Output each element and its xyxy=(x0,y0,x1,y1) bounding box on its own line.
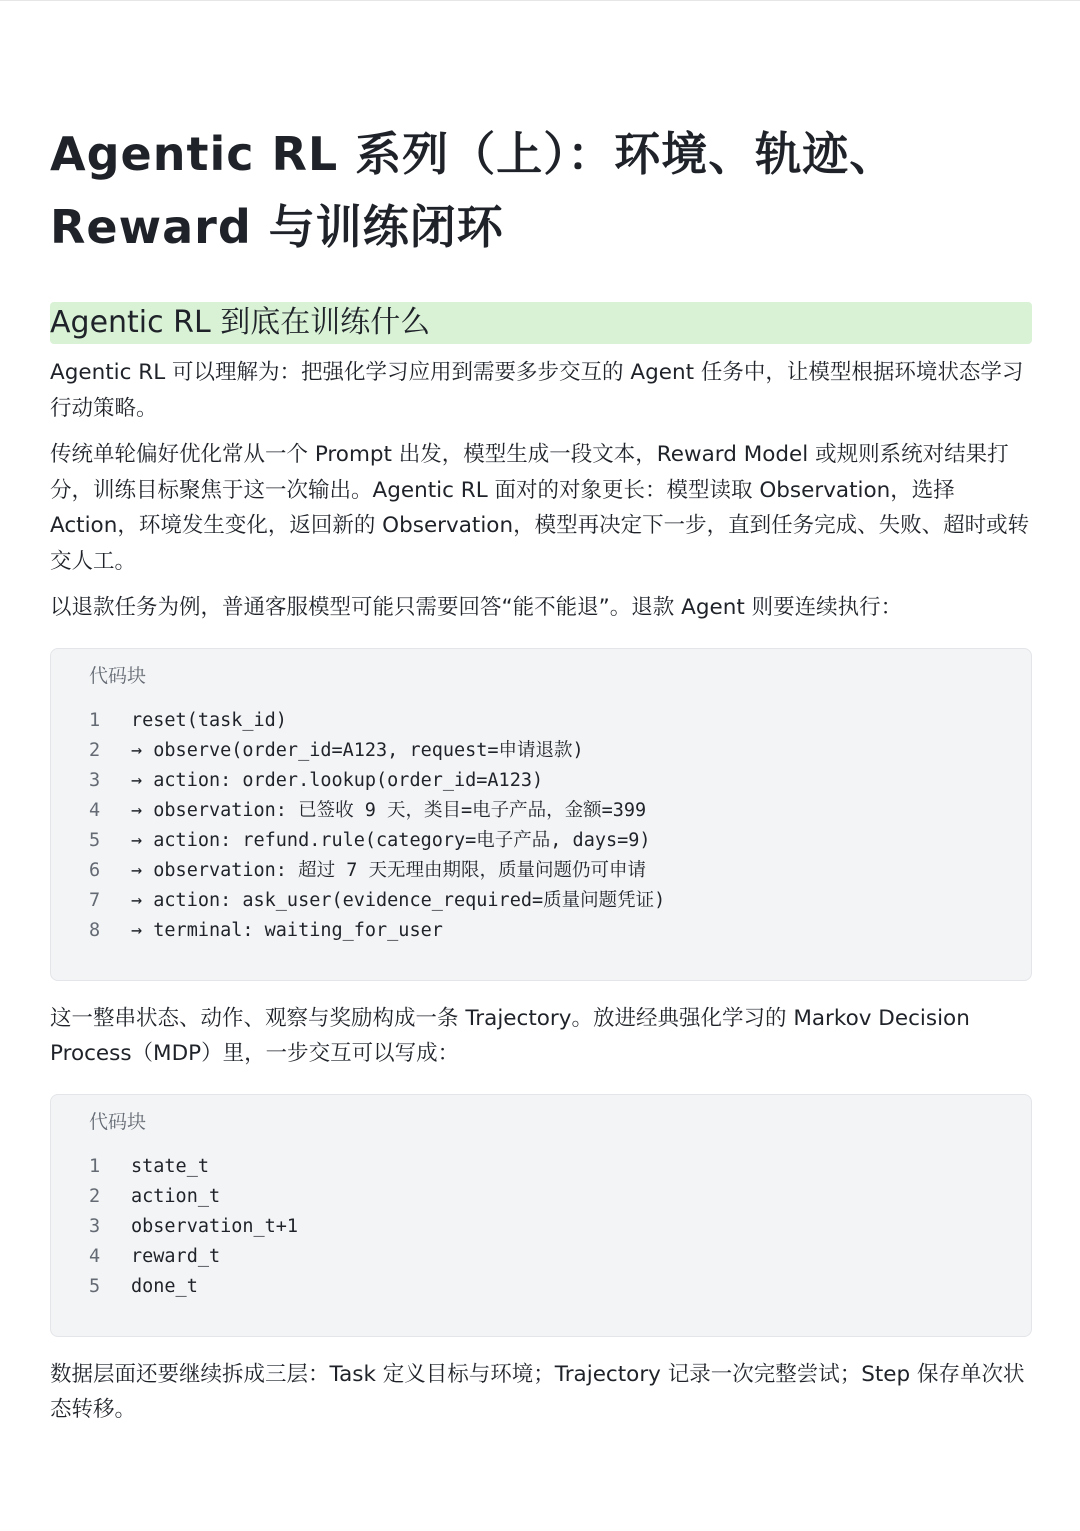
line-number: 5 xyxy=(89,1275,101,1297)
article xyxy=(50,0,1032,1428)
paragraph-comparison: 传统单轮偏好优化常从一个 Prompt 出发，模型生成一段文本，Reward Model 或规则系统对结果打分，训练目标聚焦于这一次输出。Agentic RL 面对的对象更长：模型读取 Observation，选择 Action，环境发生变化，返回新的 Observation，模型再决定下一步，直到任务完成、失败、超时或转交人工。 xyxy=(50,442,1030,574)
section-heading: Agentic RL 到底在训练什么 xyxy=(50,302,1032,344)
code-text: action_t xyxy=(131,1185,221,1207)
line-number: 2 xyxy=(89,1185,101,1207)
code-line xyxy=(51,766,1031,796)
code-lines xyxy=(51,706,1031,946)
code-lines xyxy=(51,1152,1031,1302)
code-text: observation_t+1 xyxy=(131,1215,299,1237)
line-number: 2 xyxy=(89,739,101,761)
code-line xyxy=(51,886,1031,916)
code-line xyxy=(51,916,1031,946)
line-number: 4 xyxy=(89,1245,101,1267)
code-text: → observation: 已签收 9 天，类目=电子产品，金额=399 xyxy=(131,799,647,821)
code-text: reset(task_id) xyxy=(131,709,287,731)
code-line xyxy=(51,1242,1031,1272)
code-block-refund-trajectory xyxy=(50,648,1032,981)
code-line xyxy=(51,1272,1031,1302)
paragraph-data-layers: 数据层面还要继续拆成三层：Task 定义目标与环境；Trajectory 记录一次完整尝试；Step 保存单次状态转移。 xyxy=(50,1361,1025,1422)
code-text: done_t xyxy=(131,1275,198,1297)
code-text: → action: refund.rule(category=电子产品, days=9) xyxy=(131,829,651,851)
code-text: → action: order.lookup(order_id=A123) xyxy=(131,769,544,791)
line-number: 1 xyxy=(89,709,101,731)
code-line xyxy=(51,856,1031,886)
code-text: → observation: 超过 7 天无理由期限，质量问题仍可申请 xyxy=(131,859,646,881)
code-text: → terminal: waiting_for_user xyxy=(131,919,443,941)
paragraph-refund-example: 以退款任务为例，普通客服模型可能只需要回答“能不能退”。退款 Agent 则要连续执行： xyxy=(50,595,903,620)
line-number: 6 xyxy=(89,859,101,881)
code-line xyxy=(51,1212,1031,1242)
code-block-label: 代码块 xyxy=(89,664,147,687)
code-line xyxy=(51,796,1031,826)
code-text: reward_t xyxy=(131,1245,221,1267)
line-number: 8 xyxy=(89,919,101,941)
line-number: 1 xyxy=(89,1155,101,1177)
page-title: Agentic RL 系列（上）：环境、轨迹、Reward 与训练闭环 xyxy=(50,127,897,254)
code-block-label: 代码块 xyxy=(89,1110,147,1133)
line-number: 3 xyxy=(89,769,101,791)
line-number: 5 xyxy=(89,829,101,851)
code-line xyxy=(51,736,1031,766)
line-number: 4 xyxy=(89,799,101,821)
code-line xyxy=(51,706,1031,736)
code-text: → action: ask_user(evidence_required=质量问题凭证) xyxy=(131,889,666,911)
code-line xyxy=(51,826,1031,856)
paragraph-trajectory: 这一整串状态、动作、观察与奖励构成一条 Trajectory。放进经典强化学习的 Markov Decision Process（MDP）里，一步交互可以写成： xyxy=(50,1005,970,1066)
code-block-mdp-step xyxy=(50,1094,1032,1337)
line-number: 7 xyxy=(89,889,101,911)
paragraph-intro: Agentic RL 可以理解为：把强化学习应用到需要多步交互的 Agent 任务中，让模型根据环境状态学习行动策略。 xyxy=(50,360,1024,421)
code-line xyxy=(51,1152,1031,1182)
line-number: 3 xyxy=(89,1215,101,1237)
code-text: state_t xyxy=(131,1155,209,1177)
code-line xyxy=(51,1182,1031,1212)
code-text: → observe(order_id=A123, request=申请退款) xyxy=(131,739,584,761)
